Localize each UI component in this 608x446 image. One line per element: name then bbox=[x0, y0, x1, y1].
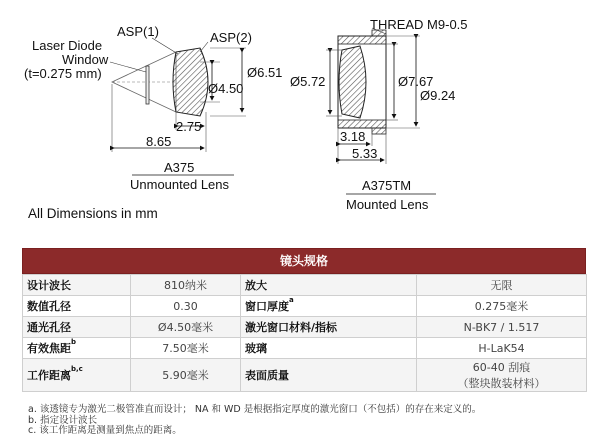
spec-value-sub: （整块散装材料） bbox=[457, 377, 546, 390]
table-row bbox=[23, 275, 587, 296]
asp2-label: ASP(2) bbox=[210, 30, 252, 45]
table-row bbox=[23, 359, 587, 392]
laser-diode-label-3: (t=0.275 mm) bbox=[24, 66, 102, 81]
footnote-b: b. 指定设计波长 bbox=[28, 414, 98, 426]
spec-table-container bbox=[22, 248, 586, 392]
spec-value: 0.275毫米 bbox=[417, 296, 587, 317]
table-row bbox=[23, 338, 587, 359]
spec-value: 无限 bbox=[417, 275, 587, 296]
spec-value: 7.50毫米 bbox=[131, 338, 241, 359]
table-row bbox=[23, 296, 587, 317]
caption-a375tm: A375TM bbox=[362, 178, 412, 193]
footnote-marker: b bbox=[71, 338, 77, 346]
spec-label-cell bbox=[241, 296, 417, 317]
caption-unmounted: Unmounted Lens bbox=[130, 177, 230, 192]
spec-label: 表面质量 bbox=[241, 359, 417, 392]
footnote-marker: a bbox=[289, 296, 294, 304]
spec-value: 810纳米 bbox=[131, 275, 241, 296]
spec-value: N-BK7 / 1.517 bbox=[417, 317, 587, 338]
asp1-label: ASP(1) bbox=[117, 24, 159, 39]
spec-table bbox=[22, 274, 587, 392]
spec-label-cell bbox=[23, 359, 131, 392]
spec-value: 5.90毫米 bbox=[131, 359, 241, 392]
spec-table-title: 镜头规格 bbox=[22, 248, 586, 274]
all-dimensions-note: All Dimensions in mm bbox=[28, 206, 158, 221]
spec-value-cell bbox=[417, 359, 587, 392]
spec-label-cell bbox=[23, 338, 131, 359]
spec-value: Ø4.50毫米 bbox=[131, 317, 241, 338]
spec-label: 有效焦距 bbox=[27, 342, 71, 355]
spec-label: 玻璃 bbox=[241, 338, 417, 359]
dim-5-72: Ø5.72 bbox=[290, 74, 326, 89]
thread-label: THREAD M9-0.5 bbox=[370, 17, 468, 32]
spec-value: H-LaK54 bbox=[417, 338, 587, 359]
spec-value: 0.30 bbox=[131, 296, 241, 317]
dim-5-33: 5.33 bbox=[352, 146, 378, 161]
dim-3-18: 3.18 bbox=[340, 129, 366, 144]
dim-6-51: Ø6.51 bbox=[247, 65, 283, 80]
dim-9-24: Ø9.24 bbox=[420, 88, 456, 103]
footnote-c: c. 该工作距离是测量到焦点的距离。 bbox=[28, 425, 182, 436]
laser-diode-label-1: Laser Diode bbox=[32, 38, 103, 53]
spec-label: 放大 bbox=[241, 275, 417, 296]
spec-label: 窗口厚度 bbox=[245, 300, 289, 313]
spec-label: 数值孔径 bbox=[23, 296, 131, 317]
dim-8-65: 8.65 bbox=[146, 134, 172, 149]
footnote-marker: b,c bbox=[71, 365, 83, 373]
laser-diode-label-2: Window bbox=[62, 52, 109, 67]
dim-7-67: Ø7.67 bbox=[398, 74, 434, 89]
caption-a375: A375 bbox=[164, 160, 195, 175]
footnotes bbox=[28, 405, 481, 437]
lens-body bbox=[173, 48, 208, 116]
footnote-a: a. 该透镜专为激光二极管准直而设计； NA 和 WD 是根据指定厚度的激光窗口（不包括）的存在来定义的。 bbox=[28, 404, 482, 415]
spec-label: 激光窗口材料/指标 bbox=[241, 317, 417, 338]
dim-4-50: Ø4.50 bbox=[208, 81, 244, 96]
spec-value: 60-40 刮痕 bbox=[472, 361, 531, 374]
caption-mounted: Mounted Lens bbox=[346, 197, 429, 212]
spec-label: 设计波长 bbox=[23, 275, 131, 296]
table-row bbox=[23, 317, 587, 338]
spec-label: 通光孔径 bbox=[23, 317, 131, 338]
laser-window-plate bbox=[146, 66, 149, 104]
dim-2-75: 2.75 bbox=[176, 119, 202, 134]
spec-label: 工作距离 bbox=[27, 369, 71, 382]
